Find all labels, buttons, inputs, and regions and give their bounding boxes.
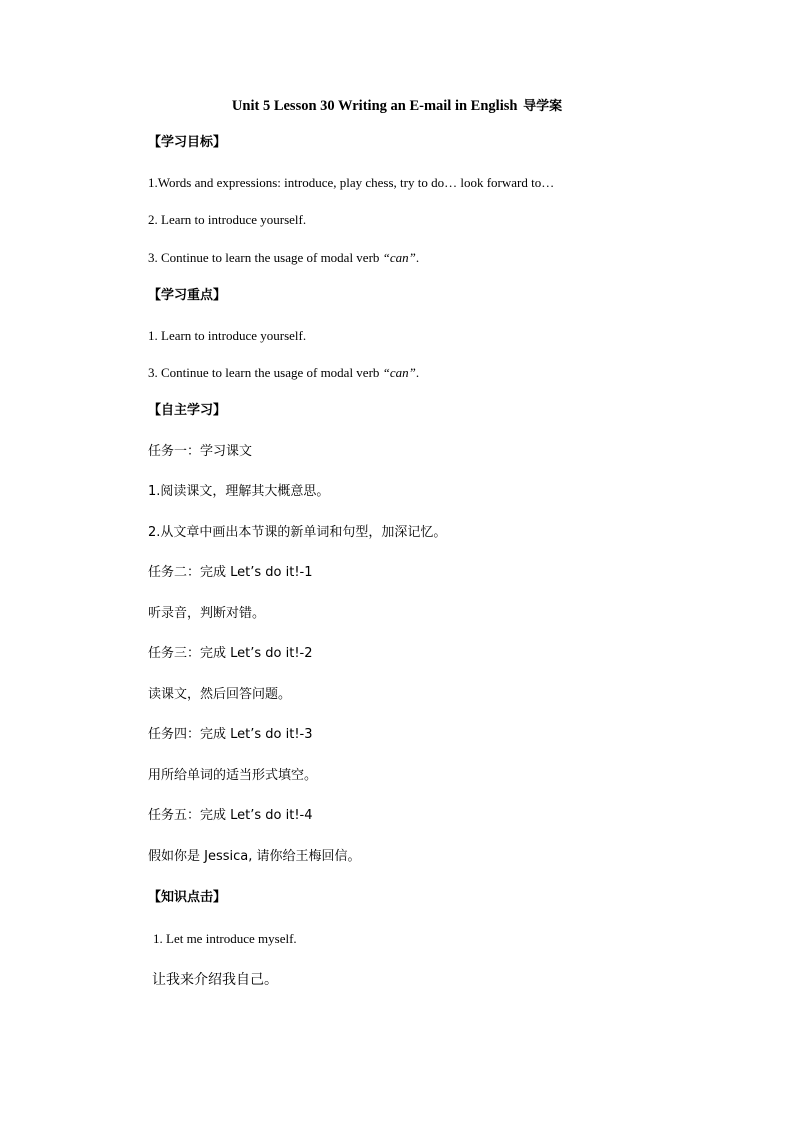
task-5-desc: 假如你是 Jessica, 请你给王梅回信。 [148,849,361,864]
task-1-item-2: 2.从文章中画出本节课的新单词和句型，加深记忆。 [148,525,447,540]
knowledge-item-1: 1. Let me introduce myself. [153,931,297,946]
objectives-heading: 【学习目标】 [148,135,227,150]
modal-word: “can” [382,365,416,380]
task-3-title: 任务三：完成 Let’s do it!-2 [148,646,313,661]
knowledge-item-1-translation: 让我来介绍我自己。 [152,972,278,988]
modal-word: “can” [382,250,416,265]
task-1-item-1: 1.阅读课文，理解其大概意思。 [148,484,330,499]
key-point-1: 1. Learn to introduce yourself. [148,328,307,343]
key-point-2: 3. Continue to learn the usage of modal verb “can”. [148,365,420,380]
task-3-desc: 读课文，然后回答问题。 [148,687,292,702]
task-2-desc: 听录音，判断对错。 [148,606,266,621]
document-title [0,98,794,115]
task-4-title: 任务四：完成 Let’s do it!-3 [148,727,313,742]
task-5-title: 任务五：完成 Let’s do it!-4 [148,808,313,823]
task-1-title: 任务一：学习课文 [148,444,253,459]
self-study-heading: 【自主学习】 [148,403,227,418]
task-4-desc: 用所给单词的适当形式填空。 [148,768,318,783]
title-suffix: 导学案 [523,99,563,114]
objective-2: 2. Learn to introduce yourself. [148,212,307,227]
objective-3: 3. Continue to learn the usage of modal verb “can”. [148,250,420,265]
knowledge-heading: 【知识点击】 [148,890,227,905]
key-points-heading: 【学习重点】 [148,288,227,303]
objective-1: 1.Words and expressions: introduce, play chess, try to do… look forward to… [148,175,555,190]
title-main: Unit 5 Lesson 30 Writing an E-mail in English [231,98,518,114]
task-2-title: 任务二：完成 Let’s do it!-1 [148,565,313,580]
